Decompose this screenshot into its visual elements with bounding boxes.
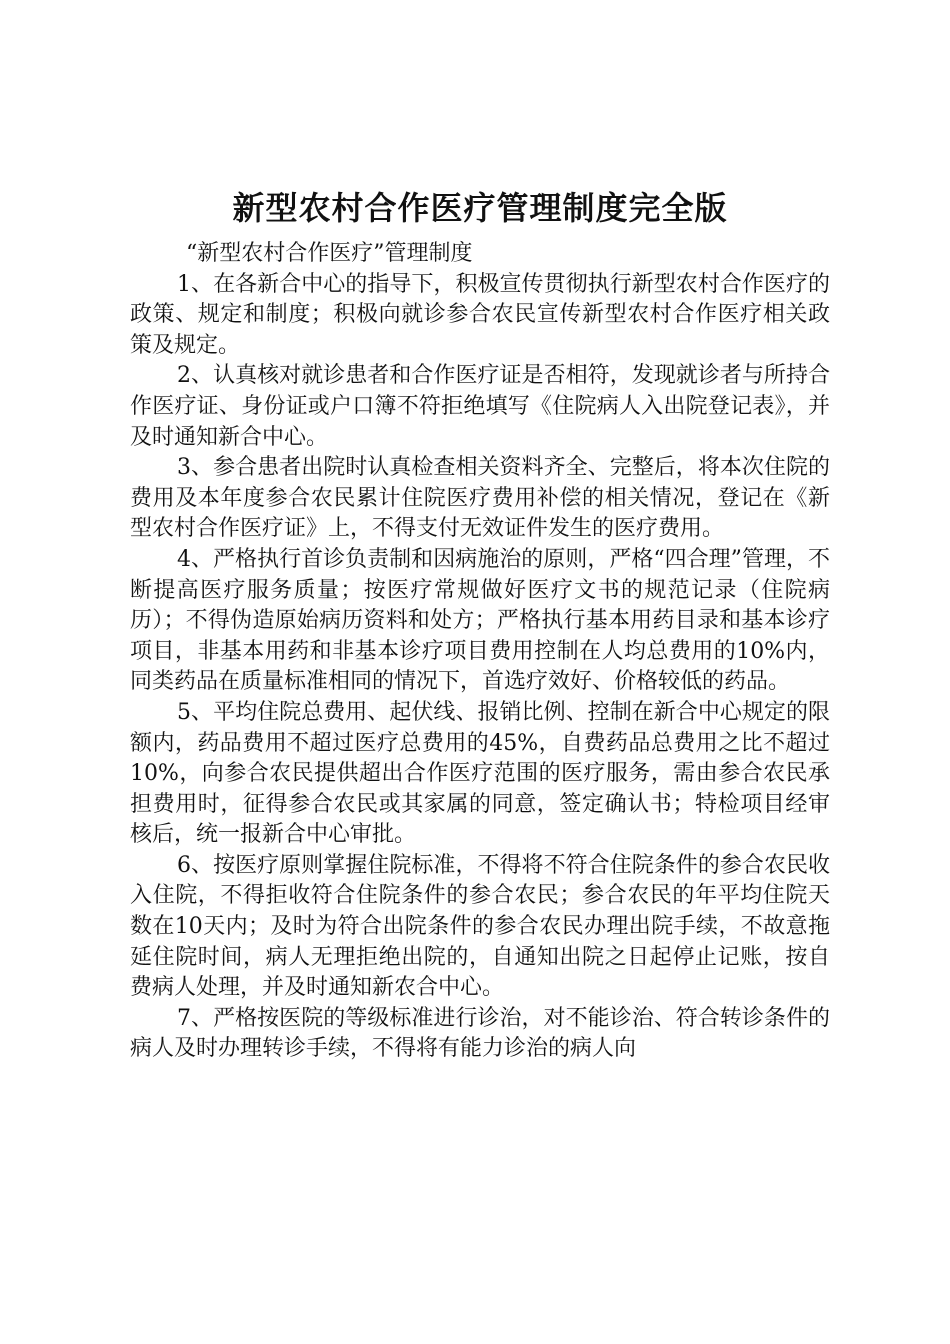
- paragraph-1: 1、在各新合中心的指导下，积极宣传贯彻执行新型农村合作医疗的政策、规定和制度；积极向就诊参合农民宣传新型农村合作医疗相关政策及规定。: [130, 271, 830, 358]
- paragraph-2: 2、认真核对就诊患者和合作医疗证是否相符，发现就诊者与所持合作医疗证、身份证或户口簿不符拒绝填写《住院病人入出院登记表》，并及时通知新合中心。: [130, 363, 830, 450]
- paragraph-7: 7、严格按医院的等级标准进行诊治，对不能诊治、符合转诊条件的病人及时办理转诊手续，不得将有能力诊治的病人向: [130, 1005, 830, 1062]
- document-subtitle: “新型农村合作医疗”管理制度: [186, 241, 473, 266]
- document-title: 新型农村合作医疗管理制度完全版: [232, 189, 728, 227]
- paragraph-6: 6、按医疗原则掌握住院标准，不得将不符合住院条件的参合农民收入住院，不得拒收符合住院条件的参合农民；参合农民的年平均住院天数在10天内；及时为符合出院条件的参合农民办理出院手续，不故意拖延住院时间，病人无理拒绝出院的，自通知出院之日起停止记账，按自费病人处理，并及时通知新农合中心。: [130, 852, 830, 1001]
- paragraph-5: 5、平均住院总费用、起伏线、报销比例、控制在新合中心规定的限额内，药品费用不超过医疗总费用的45%，自费药品总费用之比不超过10%，向参合农民提供超出合作医疗范围的医疗服务，需由参合农民承担费用时，征得参合农民或其家属的同意，签定确认书；特检项目经审核后，统一报新合中心审批。: [130, 699, 830, 848]
- paragraph-3: 3、参合患者出院时认真检查相关资料齐全、完整后，将本次住院的费用及本年度参合农民累计住院医疗费用补偿的相关情况，登记在《新型农村合作医疗证》上，不得支付无效证件发生的医疗费用。: [130, 455, 830, 542]
- paragraph-4: 4、严格执行首诊负责制和因病施治的原则，严格“四合理”管理，不断提高医疗服务质量；按医疗常规做好医疗文书的规范记录（住院病历）；不得伪造原始病历资料和处方；严格执行基本用药目录和基本诊疗项目，非基本用药和非基本诊疗项目费用控制在人均总费用的10%内，同类药品在质量标准相同的情况下，首选疗效好、价格较低的药品。: [130, 546, 830, 695]
- document-page: [130, 183, 830, 1065]
